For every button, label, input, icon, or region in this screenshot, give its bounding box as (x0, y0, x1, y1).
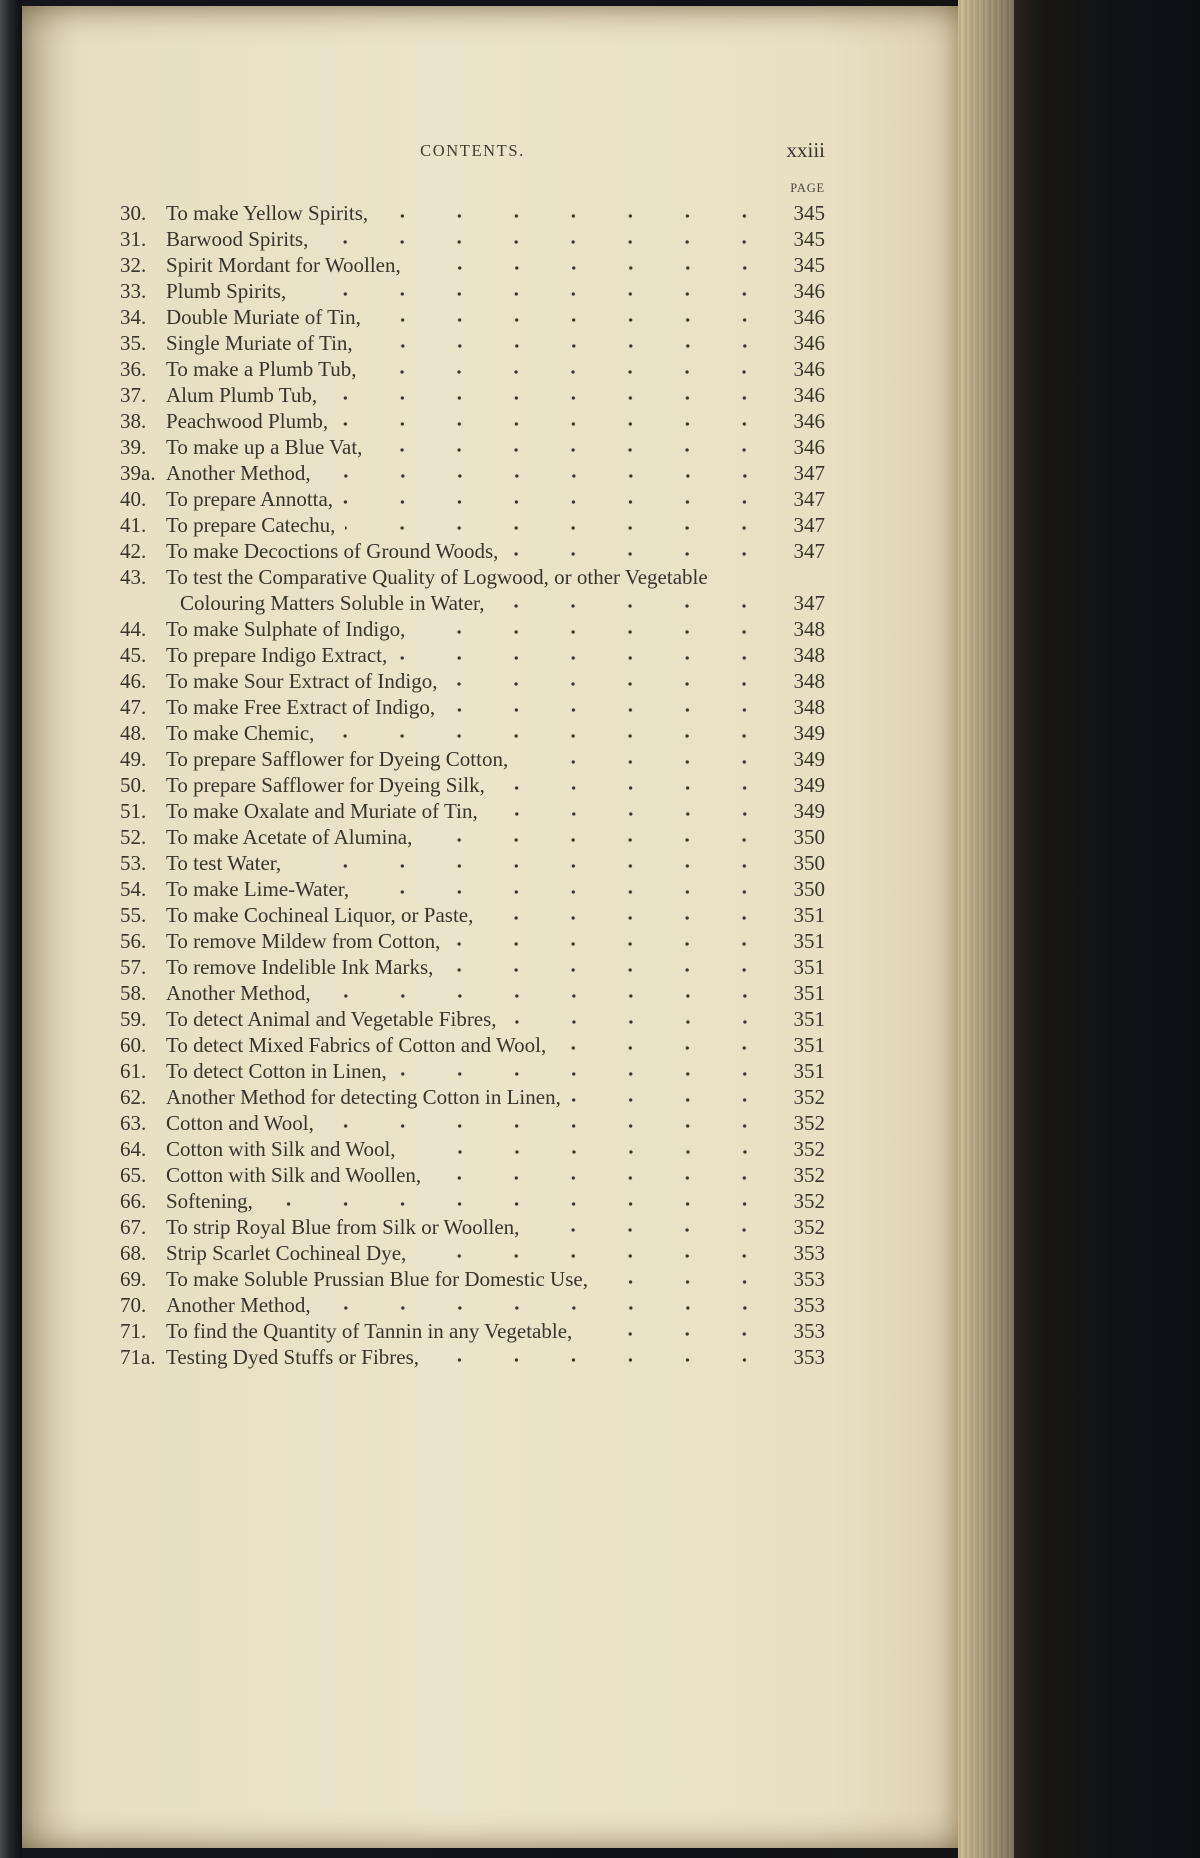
toc-entry (120, 1032, 825, 1058)
entry-page: 351 (793, 929, 825, 953)
toc-entry (120, 460, 825, 486)
entry-page: 348 (793, 617, 825, 641)
toc-entry (120, 252, 825, 278)
entry-number: 63. (120, 1111, 147, 1135)
dot-leader (372, 444, 773, 456)
entry-title: To make Decoctions of Ground Woods, (166, 539, 499, 563)
entry-number: 45. (120, 643, 147, 667)
dot-leader (582, 1328, 773, 1340)
entry-number: 67. (120, 1215, 147, 1239)
toc-entry (120, 1266, 825, 1292)
entry-page: 352 (793, 1189, 825, 1213)
entry-page: 346 (793, 331, 825, 355)
toc-entry (120, 876, 825, 902)
toc-entry (120, 616, 825, 642)
entry-page: 347 (793, 461, 825, 485)
entry-number: 43. (120, 565, 147, 589)
dot-leader (406, 1146, 773, 1158)
toc-entry (120, 668, 825, 694)
dot-leader (422, 834, 773, 846)
entry-page: 347 (793, 591, 825, 615)
dot-leader (291, 860, 773, 872)
entry-title: To prepare Annotta, (166, 487, 334, 511)
toc-entry (120, 434, 825, 460)
dot-leader (443, 964, 773, 976)
toc-entry (120, 1110, 825, 1136)
toc-entry (120, 1318, 825, 1344)
toc-entry (120, 200, 825, 226)
dot-leader (518, 756, 773, 768)
entry-page: 346 (793, 305, 825, 329)
dot-leader (507, 1016, 773, 1028)
entry-title: To prepare Safflower for Dyeing Silk, (166, 773, 485, 797)
entry-number: 52. (120, 825, 147, 849)
page-column-label: PAGE (790, 181, 825, 195)
toc-entry (120, 564, 825, 590)
entry-number: 56. (120, 929, 147, 953)
entry-title: To test the Comparative Quality of Logwood, or other Vegetable (166, 565, 708, 589)
entry-page: 347 (793, 487, 825, 511)
entry-title: To make Soluble Prussian Blue for Domestic Use, (166, 1267, 588, 1291)
toc-entry (120, 720, 825, 746)
dot-leader (508, 548, 773, 560)
entry-title: Barwood Spirits, (166, 227, 309, 251)
toc-entry (120, 1136, 825, 1162)
entry-page: 346 (793, 409, 825, 433)
entry-title: Spirit Mordant for Woollen, (166, 253, 401, 277)
page-number-roman: xxiii (786, 138, 825, 162)
entry-page: 349 (793, 773, 825, 797)
toc-entry (120, 1292, 825, 1318)
book-spine (0, 0, 22, 1858)
entry-title: To prepare Catechu, (166, 513, 336, 537)
entry-number: 48. (120, 721, 147, 745)
entry-title: To prepare Indigo Extract, (166, 643, 388, 667)
dot-leader (343, 496, 773, 508)
entry-number: 71. (120, 1319, 147, 1343)
dot-leader (411, 262, 773, 274)
toc-entry (120, 902, 825, 928)
dot-leader (321, 470, 773, 482)
toc-entry (120, 278, 825, 304)
entry-page: 352 (793, 1163, 825, 1187)
entry-number: 35. (120, 331, 147, 355)
dot-leader (571, 1094, 773, 1106)
dot-leader (494, 600, 773, 612)
toc-entry (120, 980, 825, 1006)
toc-entry (120, 928, 825, 954)
entry-title: To detect Animal and Vegetable Fibres, (166, 1007, 497, 1031)
entry-title: Softening, (166, 1189, 253, 1213)
dot-leader (324, 1120, 773, 1132)
entry-page: 349 (793, 799, 825, 823)
entry-title: To make Oxalate and Muriate of Tin, (166, 799, 478, 823)
entry-title: Testing Dyed Stuffs or Fibres, (166, 1345, 420, 1369)
toc-entry (120, 382, 825, 408)
entry-title: To detect Mixed Fabrics of Cotton and Wool, (166, 1033, 547, 1057)
entry-page: 348 (793, 643, 825, 667)
entry-number: 53. (120, 851, 147, 875)
dot-leader (397, 652, 773, 664)
entry-page: 350 (793, 825, 825, 849)
toc-entry (120, 1344, 825, 1370)
entry-title: Strip Scarlet Cochineal Dye, (166, 1241, 407, 1265)
toc-entry (120, 1162, 825, 1188)
entry-number: 51. (120, 799, 147, 823)
entry-page: 349 (793, 747, 825, 771)
toc-entry (120, 746, 825, 772)
entry-page: 348 (793, 695, 825, 719)
dot-leader (495, 782, 773, 794)
toc-entry (120, 512, 825, 538)
dot-leader (324, 730, 773, 742)
dot-leader (345, 522, 773, 534)
entry-title: To strip Royal Blue from Silk or Woollen, (166, 1215, 520, 1239)
toc-entry (120, 1188, 825, 1214)
entry-number: 66. (120, 1189, 147, 1213)
dot-leader (445, 704, 773, 716)
entry-page: 351 (793, 903, 825, 927)
entry-title: Peachwood Plumb, (166, 409, 329, 433)
entry-page: 353 (793, 1319, 825, 1343)
entry-number: 69. (120, 1267, 147, 1291)
toc-entry (120, 226, 825, 252)
entry-page: 352 (793, 1111, 825, 1135)
entry-page: 351 (793, 955, 825, 979)
dot-leader (450, 938, 773, 950)
dot-leader (416, 1250, 773, 1262)
dot-leader (263, 1198, 773, 1210)
entry-title: To make Sulphate of Indigo, (166, 617, 406, 641)
dot-leader (296, 288, 773, 300)
entry-title: To make Sour Extract of Indigo, (166, 669, 438, 693)
entry-page: 352 (793, 1215, 825, 1239)
dot-leader (378, 210, 773, 222)
entry-number: 44. (120, 617, 147, 641)
entry-page: 348 (793, 669, 825, 693)
entry-page: 345 (793, 253, 825, 277)
entry-page: 349 (793, 721, 825, 745)
entry-number: 49. (120, 747, 147, 771)
entry-number: 33. (120, 279, 147, 303)
entry-title: To make Lime-Water, (166, 877, 350, 901)
entry-title: To make up a Blue Vat, (166, 435, 363, 459)
entry-number: 39. (120, 435, 147, 459)
page-header (120, 138, 825, 166)
entry-title: To make Yellow Spirits, (166, 201, 369, 225)
entry-title: To remove Indelible Ink Marks, (166, 955, 434, 979)
dot-leader (321, 990, 773, 1002)
dot-leader (488, 808, 773, 820)
entry-page: 351 (793, 1059, 825, 1083)
entry-number: 57. (120, 955, 147, 979)
entry-page: 346 (793, 435, 825, 459)
toc-entry (120, 850, 825, 876)
toc-entry (120, 954, 825, 980)
page-content (22, 6, 958, 1370)
entry-title: To make a Plumb Tub, (166, 357, 357, 381)
entry-title: To find the Quantity of Tannin in any Vegetable, (166, 1319, 573, 1343)
entry-page: 346 (793, 279, 825, 303)
entry-title: To make Free Extract of Indigo, (166, 695, 436, 719)
entry-number: 32. (120, 253, 147, 277)
entry-page: 347 (793, 539, 825, 563)
entry-number: 38. (120, 409, 147, 433)
entry-number: 62. (120, 1085, 147, 1109)
dot-leader (556, 1042, 773, 1054)
toc-entry (120, 304, 825, 330)
entry-title: Cotton and Wool, (166, 1111, 314, 1135)
entry-number: 68. (120, 1241, 147, 1265)
dot-leader (447, 678, 773, 690)
dot-leader (359, 886, 773, 898)
entry-page: 352 (793, 1137, 825, 1161)
toc-entry (120, 694, 825, 720)
toc-entry (120, 824, 825, 850)
toc-entry (120, 1240, 825, 1266)
entry-number: 55. (120, 903, 147, 927)
entry-title: Double Muriate of Tin, (166, 305, 361, 329)
entry-title: Single Muriate of Tin, (166, 331, 353, 355)
book-cover (1014, 0, 1200, 1858)
toc-entry (120, 798, 825, 824)
dot-leader (318, 236, 773, 248)
entry-page: 353 (793, 1293, 825, 1317)
entry-number: 58. (120, 981, 147, 1005)
entry-page: 347 (793, 513, 825, 537)
entry-title: Cotton with Silk and Woollen, (166, 1163, 422, 1187)
entry-number: 70. (120, 1293, 147, 1317)
entry-title: To remove Mildew from Cotton, (166, 929, 441, 953)
entry-number: 47. (120, 695, 147, 719)
page-edges (958, 0, 1014, 1858)
entry-page: 353 (793, 1241, 825, 1265)
dot-leader (338, 418, 773, 430)
entry-page: 350 (793, 877, 825, 901)
entry-title: To prepare Safflower for Dyeing Cotton, (166, 747, 509, 771)
entry-page: 345 (793, 227, 825, 251)
entry-page: 350 (793, 851, 825, 875)
toc-entry (120, 1214, 825, 1240)
entry-title: Another Method, (166, 1293, 311, 1317)
entry-title: Another Method, (166, 981, 311, 1005)
dot-leader (483, 912, 773, 924)
entry-number: 61. (120, 1059, 147, 1083)
entry-page: 353 (793, 1345, 825, 1369)
dot-leader (415, 626, 773, 638)
toc-entry-continuation (120, 590, 825, 616)
dot-leader (321, 1302, 773, 1314)
entry-title: Another Method for detecting Cotton in Linen, (166, 1085, 561, 1109)
running-head: CONTENTS. (420, 141, 525, 160)
entry-number: 50. (120, 773, 147, 797)
entry-number: 42. (120, 539, 147, 563)
entry-title-continued: Colouring Matters Soluble in Water, (180, 591, 485, 615)
entry-title: To test Water, (166, 851, 282, 875)
entry-number: 60. (120, 1033, 147, 1057)
entry-number: 40. (120, 487, 147, 511)
toc-entry (120, 330, 825, 356)
entry-title: To make Cochineal Liquor, or Paste, (166, 903, 474, 927)
entry-title: To make Chemic, (166, 721, 315, 745)
entry-number: 37. (120, 383, 147, 407)
toc-entry (120, 1058, 825, 1084)
entry-title: Plumb Spirits, (166, 279, 287, 303)
book-page (22, 6, 958, 1848)
entry-number: 30. (120, 201, 147, 225)
toc-entry (120, 1006, 825, 1032)
entry-page: 351 (793, 1033, 825, 1057)
dot-leader (363, 340, 773, 352)
entry-title: Cotton with Silk and Wool, (166, 1137, 396, 1161)
dot-leader (529, 1224, 773, 1236)
entry-number: 71a. (120, 1345, 156, 1369)
entry-number: 64. (120, 1137, 147, 1161)
entry-number: 36. (120, 357, 147, 381)
entry-title: Alum Plumb Tub, (166, 383, 318, 407)
toc-entry (120, 356, 825, 382)
dot-leader (366, 366, 773, 378)
dot-leader (429, 1354, 773, 1366)
entry-page: 351 (793, 1007, 825, 1031)
entry-page: 346 (793, 357, 825, 381)
toc-entry (120, 408, 825, 434)
entry-number: 59. (120, 1007, 147, 1031)
toc-entry (120, 772, 825, 798)
entry-page: 346 (793, 383, 825, 407)
toc-entry (120, 642, 825, 668)
entry-number: 39a. (120, 461, 156, 485)
dot-leader (598, 1276, 773, 1288)
entry-title: Another Method, (166, 461, 311, 485)
dot-leader (371, 314, 773, 326)
entry-page: 345 (793, 201, 825, 225)
toc-entry (120, 1084, 825, 1110)
dot-leader (397, 1068, 773, 1080)
entry-number: 54. (120, 877, 147, 901)
entry-number: 31. (120, 227, 147, 251)
entry-page: 352 (793, 1085, 825, 1109)
entry-title: To make Acetate of Alumina, (166, 825, 413, 849)
toc-list (120, 200, 825, 1370)
entry-title: To detect Cotton in Linen, (166, 1059, 387, 1083)
entry-number: 46. (120, 669, 147, 693)
toc-entry (120, 538, 825, 564)
dot-leader (327, 392, 773, 404)
dot-leader (431, 1172, 773, 1184)
entry-number: 34. (120, 305, 147, 329)
entry-page: 351 (793, 981, 825, 1005)
toc-entry (120, 486, 825, 512)
entry-page: 353 (793, 1267, 825, 1291)
entry-number: 41. (120, 513, 147, 537)
entry-number: 65. (120, 1163, 147, 1187)
